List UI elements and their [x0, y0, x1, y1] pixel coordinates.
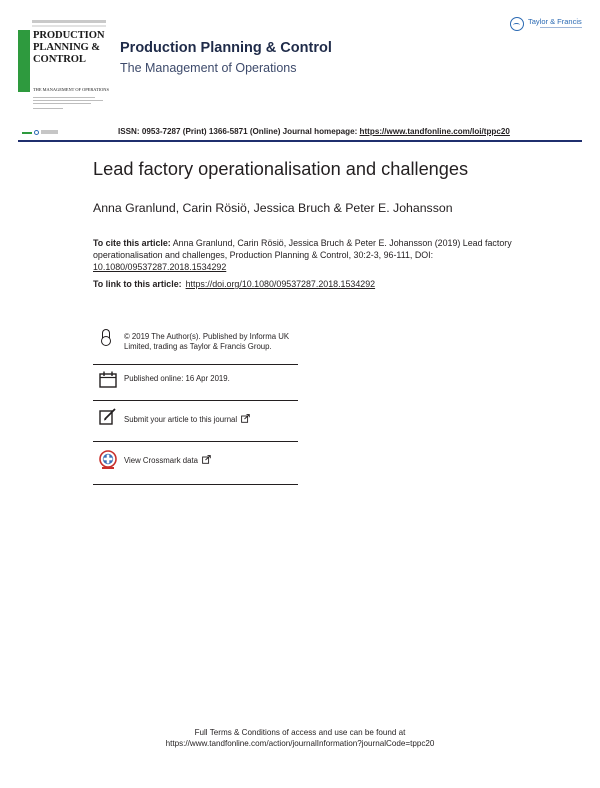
citation-block	[93, 237, 523, 273]
publisher-logo[interactable]	[510, 16, 590, 38]
article-authors: Anna Granlund, Carin Rösiö, Jessica Bruch & Peter E. Johansson	[93, 201, 453, 215]
external-link-icon	[202, 455, 211, 464]
mini-logo-text	[41, 130, 58, 134]
citation-label: To cite this article:	[93, 238, 171, 248]
cover-text-line	[33, 97, 95, 98]
cover-subtitle: THE MANAGEMENT OF OPERATIONS	[33, 87, 109, 92]
license-row	[93, 322, 298, 365]
journal-title[interactable]: Production Planning & Control	[120, 40, 332, 56]
cover-text-line	[33, 100, 103, 101]
crossmark-link[interactable]	[124, 455, 211, 466]
submit-article-icon	[99, 408, 117, 426]
submit-article-link[interactable]	[124, 414, 250, 425]
citation-text: Anna Granlund, Carin Rösiö, Jessica Bruch & Peter E. Johansson (2019) Lead factory operationalisation and challenges, Production Planning & Control, 30:2-3, 96-111, DOI:	[93, 238, 512, 260]
taylor-francis-logo-icon	[510, 17, 524, 31]
issn-text: ISSN: 0953-7287 (Print) 1366-5871 (Online) Journal homepage:	[118, 127, 360, 136]
journal-subtitle: The Management of Operations	[120, 61, 297, 75]
published-row	[93, 364, 298, 401]
mini-publisher-logo	[22, 129, 60, 137]
cover-title-line: PRODUCTION	[33, 30, 105, 41]
mini-logo-icon	[34, 130, 39, 135]
journal-cover-thumbnail	[18, 14, 110, 128]
article-title: Lead factory operationalisation and challenges	[93, 159, 469, 179]
article-link-row	[93, 279, 375, 289]
cover-text-line	[33, 108, 63, 109]
header-rule	[18, 140, 582, 142]
crossmark-row[interactable]	[93, 441, 298, 485]
calendar-icon	[99, 371, 117, 389]
cover-top-rule	[32, 20, 106, 23]
terms-footer	[0, 727, 600, 749]
crossmark-icon	[99, 450, 117, 468]
submit-row[interactable]	[93, 400, 298, 442]
license-text: © 2019 The Author(s). Published by Informa UK Limited, trading as Taylor & Francis Group.	[124, 332, 290, 351]
publisher-tagline-line	[540, 27, 582, 28]
cover-green-band	[18, 30, 30, 92]
published-date: Published online: 16 Apr 2019.	[124, 374, 230, 383]
citation-doi-link[interactable]: 10.1080/09537287.2018.1534292	[93, 262, 227, 272]
external-link-icon	[241, 414, 250, 423]
submit-article-label: Submit your article to this journal	[124, 415, 238, 424]
open-access-lock-icon	[99, 329, 115, 347]
article-info-box	[93, 322, 298, 484]
publisher-name: Taylor & Francis	[528, 17, 582, 26]
cover-title-line: PLANNING &	[33, 42, 100, 53]
article-link-label: To link to this article:	[93, 279, 182, 289]
terms-footer-line: Full Terms & Conditions of access and use can be found at	[194, 728, 406, 737]
mini-logo-bar	[22, 132, 32, 134]
cover-top-rule-secondary	[32, 25, 106, 27]
cover-text-line	[33, 103, 91, 104]
article-doi-url[interactable]: https://doi.org/10.1080/09537287.2018.1534292	[185, 279, 376, 289]
journal-homepage-link[interactable]: https://www.tandfonline.com/loi/tppc20	[359, 127, 510, 136]
cover-title-line: CONTROL	[33, 54, 86, 65]
crossmark-label: View Crossmark data	[124, 456, 198, 465]
terms-footer-url[interactable]: https://www.tandfonline.com/action/journalInformation?journalCode=tppc20	[165, 739, 435, 748]
issn-line	[118, 127, 510, 136]
cover-title	[33, 30, 109, 66]
